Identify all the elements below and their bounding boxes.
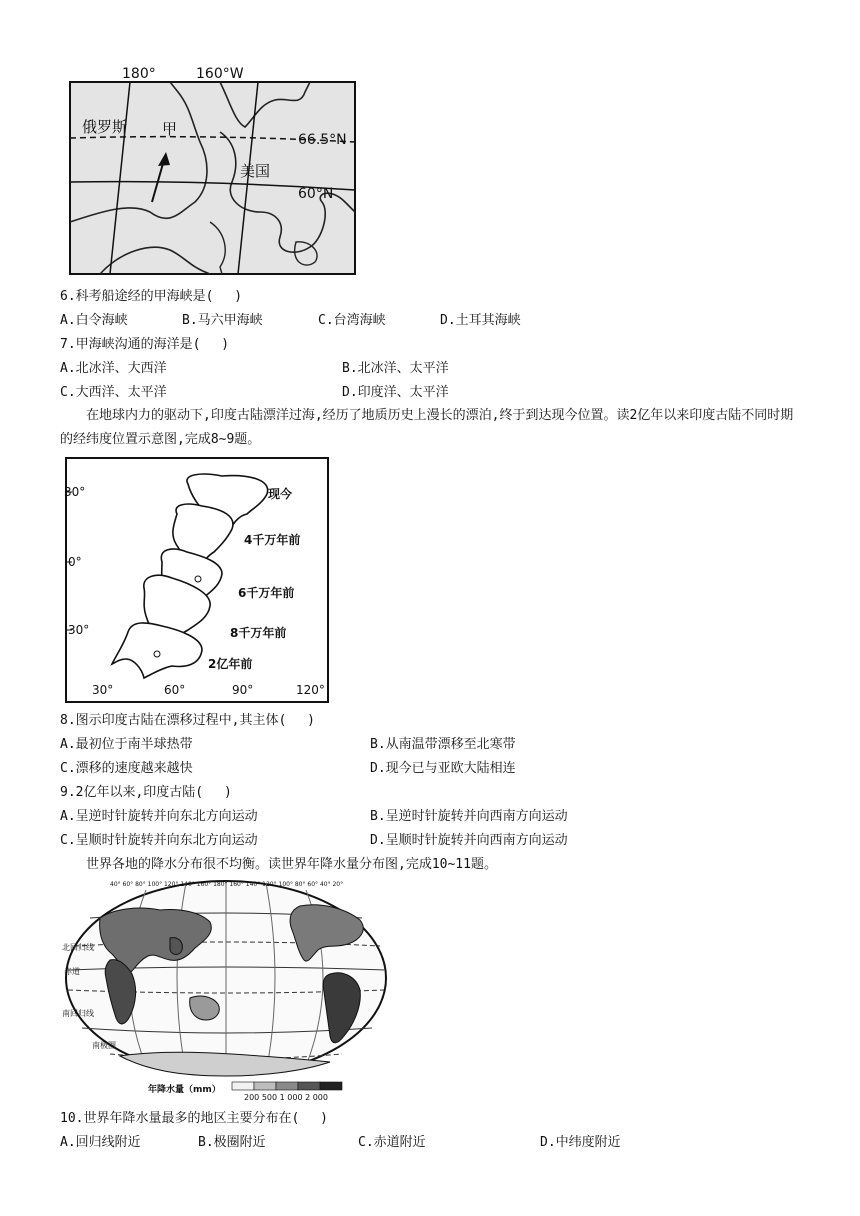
- intro-8-9: 在地球内力的驱动下,印度古陆漂洋过海,经历了地质历史上漫长的漂泊,终于到达现今位置。读2亿年以来印度古陆不同时期的经纬度位置示意图,完成8~9题。: [60, 408, 794, 447]
- intro-10-11: 世界各地的降水分布很不均衡。读世界年降水量分布图,完成10~11题。: [86, 857, 497, 872]
- y-label-30s: 30°: [68, 623, 90, 637]
- x-label-120: 120°: [296, 683, 325, 697]
- legend-title: 年降水量（mm）: [148, 1085, 221, 1095]
- label-russia: 俄罗斯: [82, 118, 128, 136]
- q10-option-b: B.极圈附近: [198, 1135, 266, 1150]
- q7-option-a: A.北冰洋、大西洋: [60, 361, 167, 376]
- q6-option-c: C.台湾海峡: [318, 313, 386, 328]
- q10-option-a: A.回归线附近: [60, 1135, 141, 1150]
- label-equator: 赤道: [64, 967, 80, 976]
- q9-option-c: C.呈顺时针旋转并向东北方向运动: [60, 833, 258, 848]
- q8-option-a: A.最初位于南半球热带: [60, 737, 193, 752]
- label-60n: 60°N: [298, 186, 334, 202]
- x-label-30: 30°: [92, 683, 114, 697]
- label-antarctic-circle: 南极圈: [92, 1041, 116, 1050]
- q7-stem: 7.甲海峡沟通的海洋是( ): [60, 337, 230, 352]
- q10-option-c: C.赤道附近: [358, 1135, 426, 1150]
- x-label-90: 90°: [232, 683, 254, 697]
- q7-option-c: C.大西洋、太平洋: [60, 385, 167, 400]
- label-180: 180°: [122, 66, 156, 82]
- q7-option-b: B.北冰洋、太平洋: [342, 361, 449, 376]
- label-now: 现今: [268, 487, 293, 501]
- q8-option-b: B.从南温带漂移至北寒带: [370, 737, 516, 752]
- q6-option-a: A.白令海峡: [60, 313, 128, 328]
- label-80m: 8千万年前: [230, 626, 287, 640]
- label-tropic-capricorn: 南回归线: [62, 1009, 94, 1018]
- label-40m: 4千万年前: [244, 533, 301, 547]
- q6-option-b: B.马六甲海峡: [182, 313, 263, 328]
- q10-option-d: D.中纬度附近: [540, 1135, 621, 1150]
- label-200m: 2亿年前: [208, 657, 253, 671]
- q6-stem: 6.科考船途经的甲海峡是( ): [60, 289, 243, 304]
- q10-stem: 10.世界年降水量最多的地区主要分布在( ): [60, 1111, 328, 1126]
- label-usa: 美国: [240, 162, 271, 180]
- q9-stem: 9.2亿年以来,印度古陆( ): [60, 785, 232, 800]
- longitude-labels: 40° 60° 80° 100° 120° 140° 160° 180° 160° 140° 120° 100° 80° 60° 40° 20°: [110, 881, 344, 888]
- label-160w: 160°W: [196, 66, 244, 82]
- y-label-0: 0°: [68, 555, 82, 569]
- q9-option-b: B.呈逆时针旋转并向西南方向运动: [370, 809, 568, 824]
- q6-option-d: D.土耳其海峡: [440, 313, 521, 328]
- x-label-60: 60°: [164, 683, 186, 697]
- q8-option-d: D.现今已与亚欧大陆相连: [370, 761, 516, 776]
- q7-option-d: D.印度洋、太平洋: [342, 385, 449, 400]
- india-drift-map: [62, 454, 332, 704]
- label-60m: 6千万年前: [238, 586, 295, 600]
- legend-values: 200 500 1 000 2 000: [244, 1093, 328, 1102]
- world-precipitation-map: [60, 878, 390, 1102]
- bering-strait-map: [60, 62, 360, 284]
- label-jia: 甲: [162, 120, 178, 138]
- q9-option-a: A.呈逆时针旋转并向东北方向运动: [60, 809, 258, 824]
- label-66-5n: 66.5°N: [298, 132, 347, 148]
- q8-stem: 8.图示印度古陆在漂移过程中,其主体( ): [60, 713, 315, 728]
- q9-option-d: D.呈顺时针旋转并向西南方向运动: [370, 833, 568, 848]
- y-label-30n: 30°: [64, 485, 86, 499]
- label-tropic-cancer: 北回归线: [62, 943, 94, 952]
- q8-option-c: C.漂移的速度越来越快: [60, 761, 193, 776]
